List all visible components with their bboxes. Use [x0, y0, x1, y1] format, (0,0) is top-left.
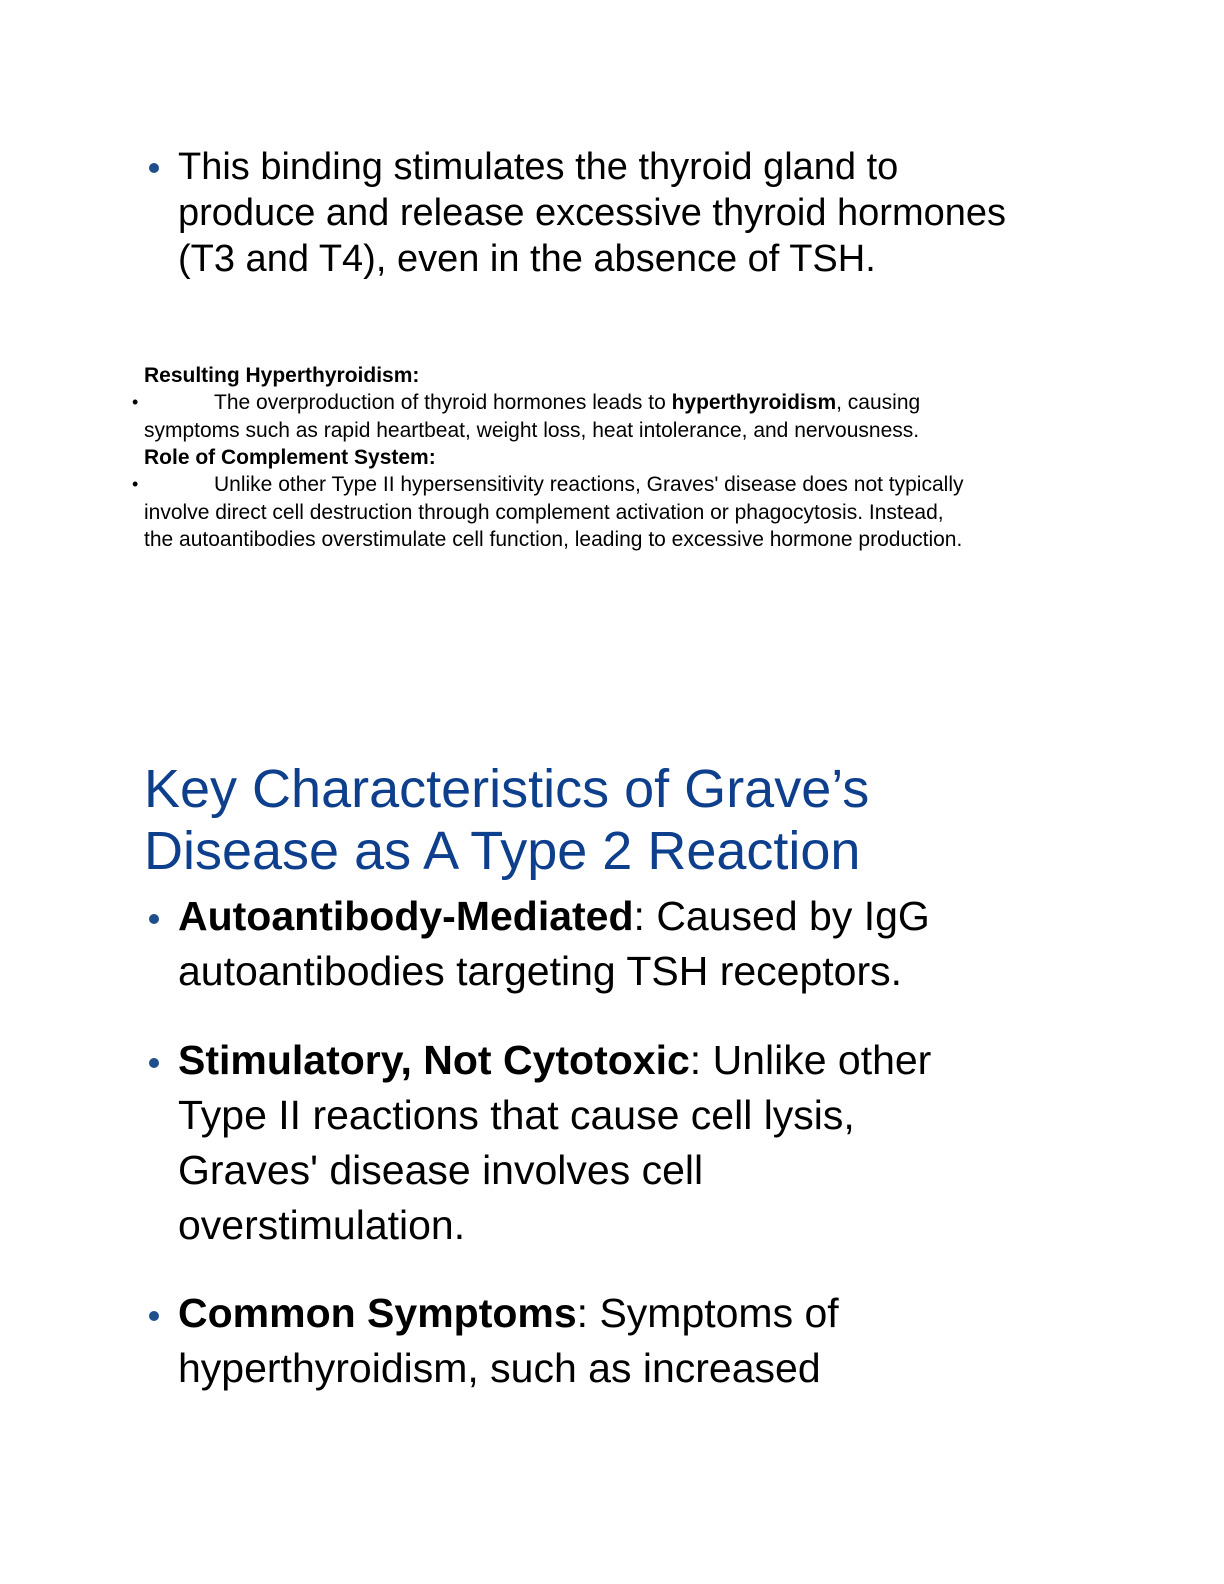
resulting-heading: Resulting Hyperthyroidism:	[144, 364, 420, 387]
resulting-line-1	[214, 389, 920, 416]
key-term: Common Symptoms	[178, 1290, 577, 1336]
text-line: produce and release excessive thyroid hormones	[178, 192, 1007, 234]
heading-line: Key Characteristics of Grave’s	[144, 759, 870, 819]
bullet-dot	[149, 1058, 159, 1068]
resulting-line-2: symptoms such as rapid heartbeat, weight loss, heat intolerance, and nervousness.	[144, 419, 920, 442]
text-run: , causing	[836, 391, 921, 414]
bullet-dot: •	[132, 474, 139, 494]
text-line: This binding stimulates the thyroid gland to	[178, 146, 899, 188]
key-item-common-symptoms	[178, 1286, 839, 1396]
bullet-dot	[149, 1311, 159, 1321]
key-item-autoantibody	[178, 889, 930, 999]
bullet-dot	[149, 914, 159, 924]
complement-heading: Role of Complement System:	[144, 446, 436, 469]
complement-line-1: Unlike other Type II hypersensitivity reactions, Graves' disease does not typically	[214, 473, 964, 496]
key-term: Stimulatory, Not Cytotoxic	[178, 1037, 690, 1083]
text-run: The overproduction of thyroid hormones leads to	[214, 391, 672, 414]
bullet-dot: •	[132, 392, 139, 412]
key-desc-line: overstimulation.	[178, 1202, 466, 1248]
section-heading	[144, 758, 869, 882]
key-desc: : Unlike other	[689, 1037, 932, 1083]
complement-line-3: the autoantibodies overstimulate cell function, leading to excessive hormone production.	[144, 528, 963, 551]
heading-line: Disease as A Type 2 Reaction	[144, 821, 861, 881]
key-desc-line: Graves' disease involves cell	[178, 1147, 704, 1193]
text-line: (T3 and T4), even in the absence of TSH.	[178, 238, 876, 280]
key-desc-line: autoantibodies targeting TSH receptors.	[178, 948, 903, 994]
key-desc-line: hyperthyroidism, such as increased	[178, 1345, 821, 1391]
bold-term: hyperthyroidism	[671, 391, 837, 414]
key-desc: : Caused by IgG	[633, 893, 930, 939]
key-item-stimulatory	[178, 1033, 931, 1253]
key-desc: : Symptoms of	[576, 1290, 839, 1336]
key-desc-line: Type II reactions that cause cell lysis,	[178, 1092, 855, 1138]
bullet-dot	[149, 163, 159, 173]
key-term: Autoantibody-Mediated	[178, 893, 634, 939]
top-bullet-text	[178, 144, 1006, 282]
complement-line-2: involve direct cell destruction through complement activation or phagocytosis. Instead,	[144, 501, 944, 524]
